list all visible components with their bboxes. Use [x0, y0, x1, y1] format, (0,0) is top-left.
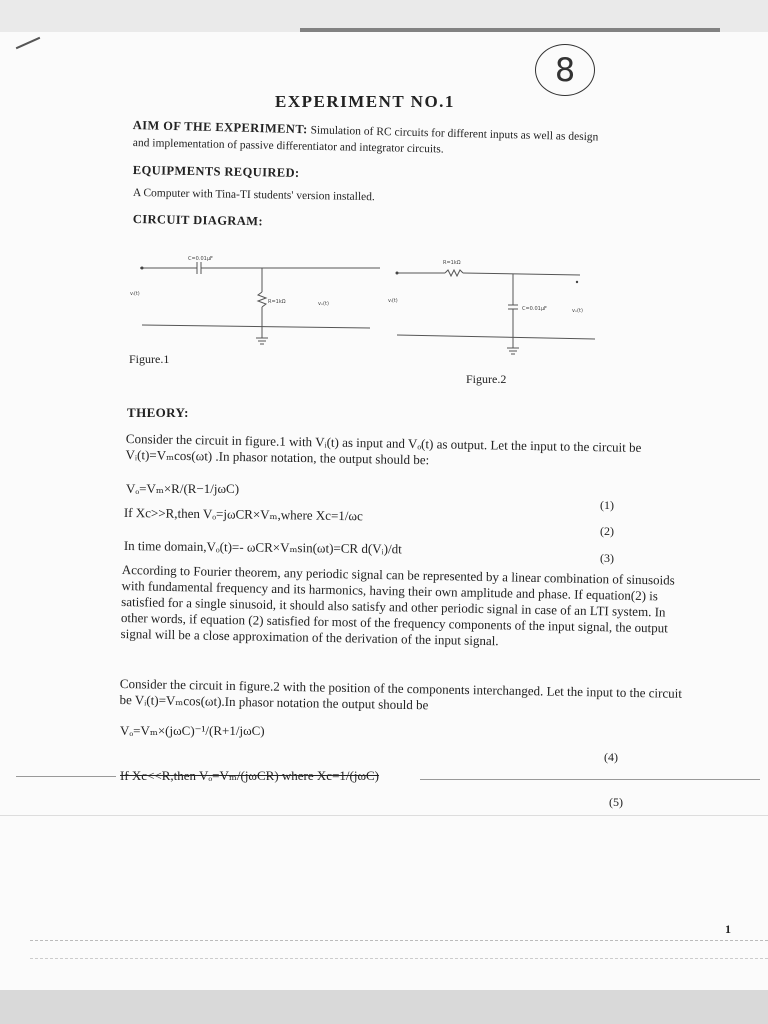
equation-2-number: (2)	[600, 524, 614, 538]
fig1-vout-label: vₒ(t)	[318, 301, 329, 307]
figure-1-circuit	[130, 250, 380, 350]
figure-2-caption: Figure.2	[466, 372, 507, 386]
equipments-text: A Computer with Tina-TI students' version installed.	[132, 187, 375, 204]
equation-4: Vₒ=Vₘ×(jωC)⁻¹/(R+1/jωC)	[120, 723, 265, 738]
fig2-res-label: R=1kΩ	[443, 260, 461, 266]
rule-right	[420, 779, 760, 780]
equation-2: If Xc>>R,then Vₒ=jωCR×Vₘ,where Xc=1/ωc	[123, 505, 363, 524]
fig2-output-terminal	[576, 281, 578, 283]
aim-text-1: Simulation of RC circuits for different inputs as well as design	[310, 124, 599, 144]
equation-1: Vₒ=Vₘ×R/(R−1/jωC)	[126, 481, 240, 496]
fig2-top-wire-right	[463, 273, 580, 275]
fig1-cap-label: C=0.01μF	[188, 256, 213, 262]
theory-label: THEORY:	[127, 405, 189, 420]
equation-5-number: (5)	[609, 795, 623, 809]
document-sheet	[0, 30, 768, 990]
faint-rule-2	[30, 940, 768, 941]
equation-5: If Xc<<R,then Vₒ=Vₘ/(jωCR) where Xc=1/(jωC)	[120, 768, 380, 783]
fig2-cap-label: C=0.01μF	[522, 306, 547, 312]
equipments-label: EQUIPMENTS REQUIRED:	[132, 163, 300, 180]
fig2-vin-label: vᵢ(t)	[388, 298, 398, 304]
fig1-resistor-zigzag	[258, 292, 266, 307]
equation-3-number: (3)	[600, 551, 614, 565]
page-number: 1	[725, 922, 731, 936]
fig1-input-terminal	[141, 267, 144, 270]
circuit-diagram-label: CIRCUIT DIAGRAM:	[132, 212, 264, 229]
fig2-bottom-wire	[397, 335, 595, 339]
scan-top-band	[0, 0, 768, 32]
page-title: EXPERIMENT NO.1	[275, 92, 455, 111]
aim-text-2: and implementation of passive differentiator and integrator circuits.	[132, 137, 444, 156]
fig2-resistor-zigzag	[445, 270, 463, 276]
fig2-vout-label: vₒ(t)	[572, 308, 583, 314]
equation-3: In time domain,Vₒ(t)=- ωCR×Vₘsin(ωt)=CR d(Vᵢ)/dt	[123, 538, 402, 557]
handwritten-page-number: 8	[535, 44, 595, 96]
figure-2-circuit	[385, 255, 610, 365]
theory-paragraph-2: According to Fourier theorem, any periodic signal can be represented by a linear combination of sinusoids with fundamental frequency and its harmonics, having their own amplitude and phase. If equation(2) is satisfied for a single sinusoid, it should also satisfy and other periodic signal in case of an LTI system. In other words, if equation (2) satisfied for most of the frequency components of the input signal, the output signal will be a close approximation of the derivation of the input signal.	[120, 562, 675, 649]
fig1-bottom-wire	[142, 325, 370, 328]
theory-paragraph-3: Consider the circuit in figure.2 with the position of the components interchanged. Let the input to the circuit be Vᵢ(t)=Vₘcos(ωt).In phasor notation the output should be	[119, 676, 683, 713]
faint-rule-3	[30, 958, 768, 959]
faint-rule-1	[0, 815, 768, 816]
fig2-input-terminal	[396, 272, 399, 275]
fig1-res-label: R=1kΩ	[268, 299, 286, 305]
rule-left	[16, 776, 116, 777]
equation-1-number: (1)	[600, 498, 614, 512]
fig1-vin-label: vᵢ(t)	[130, 291, 140, 297]
equation-4-number: (4)	[604, 750, 618, 764]
theory-paragraph-1: Consider the circuit in figure.1 with Vᵢ(t) as input and Vₒ(t) as output. Let the input to the circuit be Vᵢ(t)=Vₘcos(ωt) .In phasor notation, the output should be:	[125, 431, 642, 468]
figure-1-caption: Figure.1	[129, 352, 170, 366]
aim-label: AIM OF THE EXPERIMENT:	[132, 118, 308, 137]
